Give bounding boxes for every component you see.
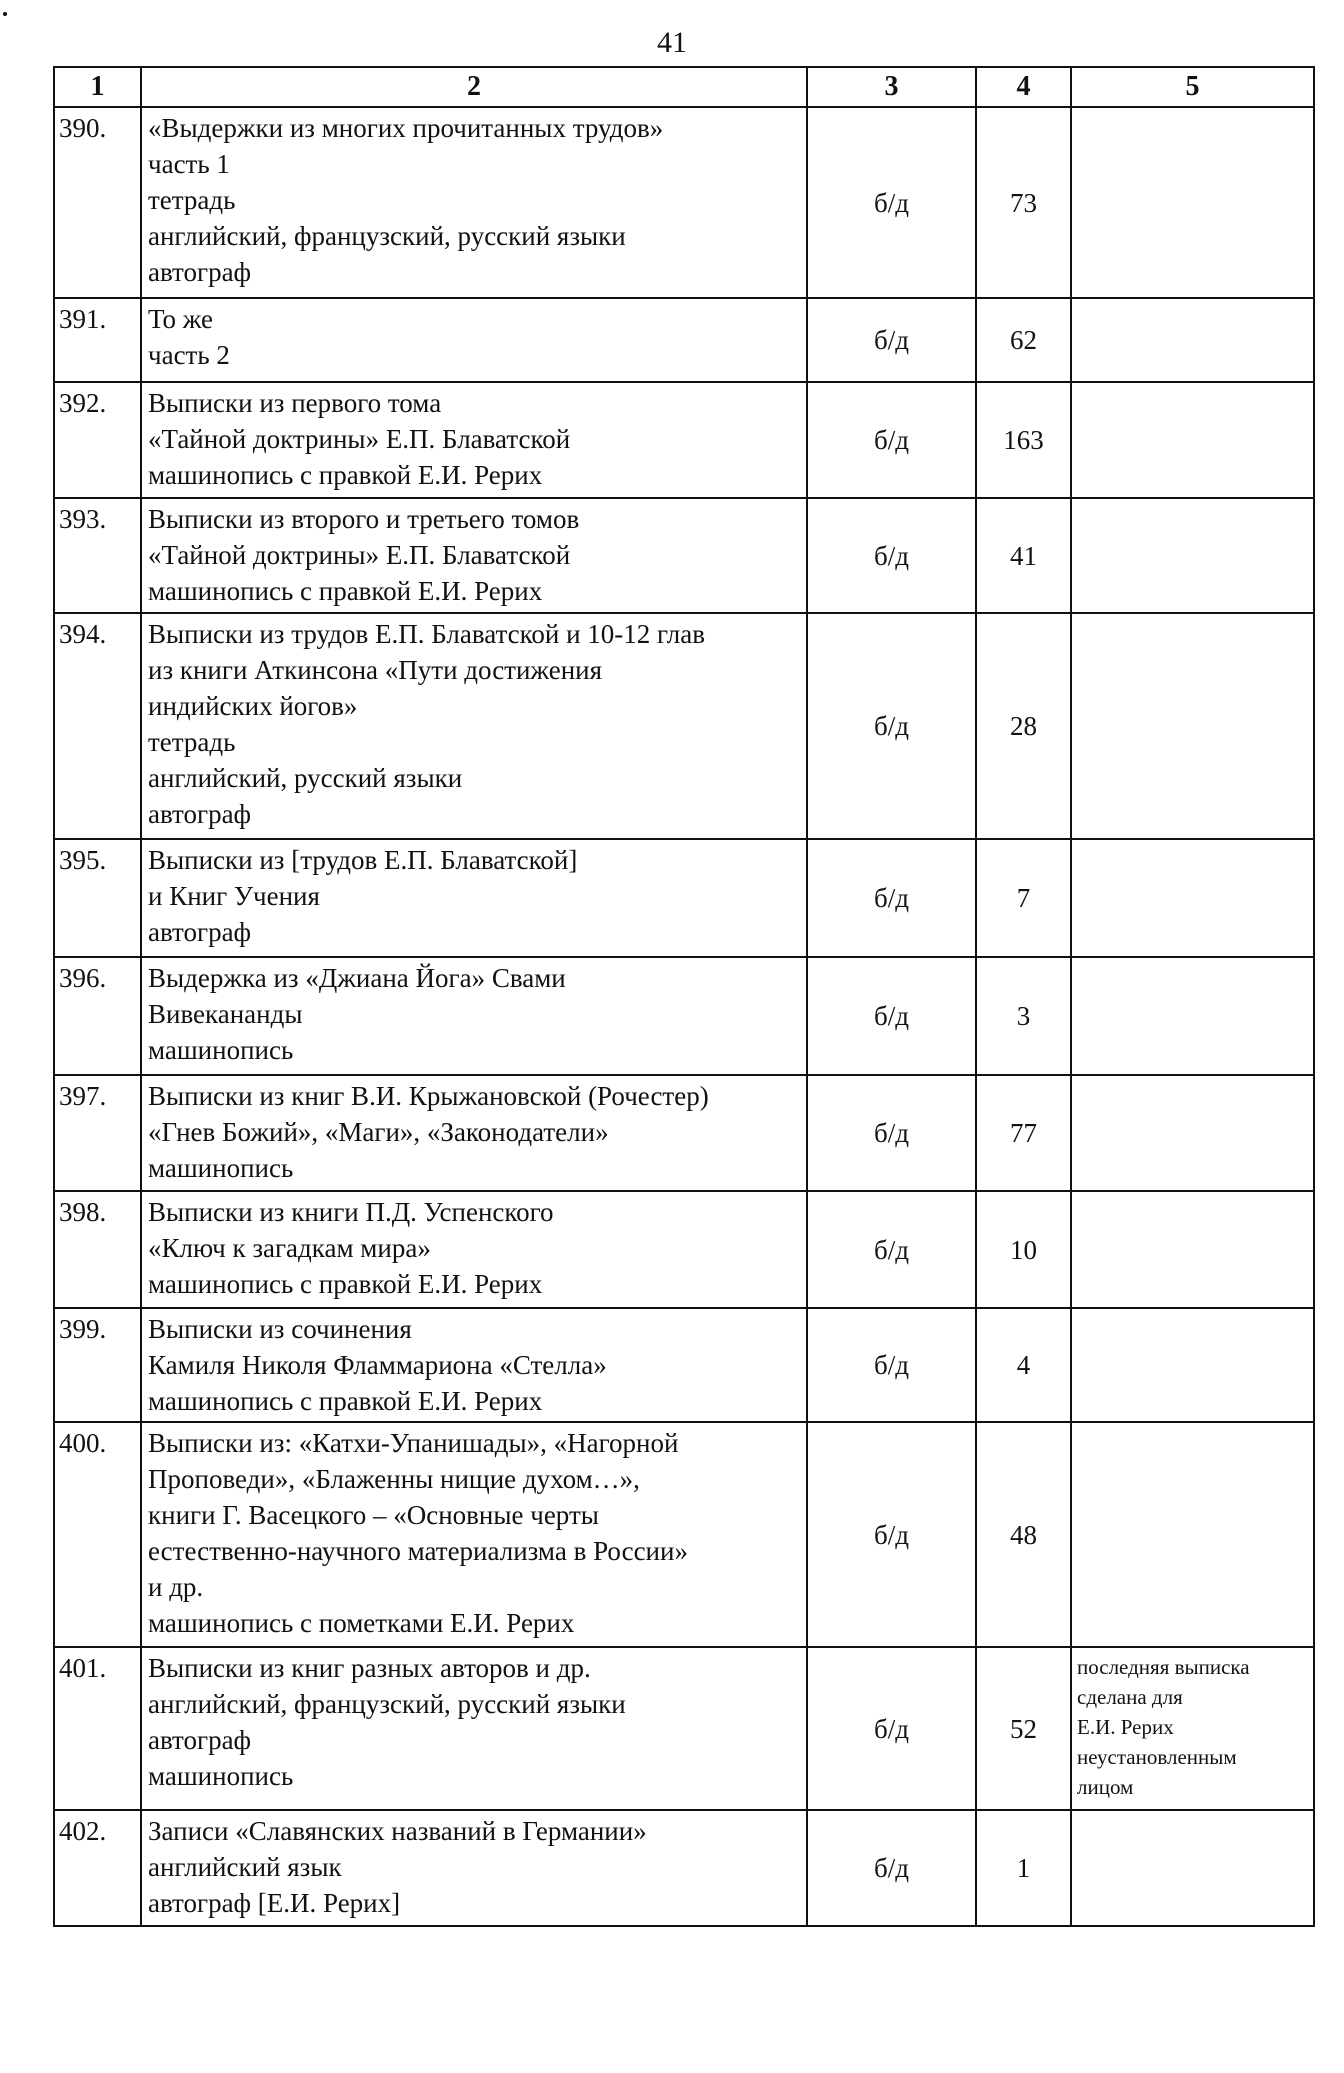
row-description (141, 1647, 807, 1810)
table-row (54, 382, 1314, 498)
row-note (1071, 1075, 1314, 1191)
description-line: Выдержка из «Джиана Йога» Свами (148, 963, 566, 993)
row-sheet-count: 28 (976, 613, 1071, 839)
description-line: машинопись (148, 1035, 294, 1065)
description-line: и Книг Учения (148, 881, 320, 911)
description-line: английский, французский, русский языки (148, 221, 626, 251)
table-row (54, 957, 1314, 1075)
row-number: 400. (54, 1422, 141, 1647)
table-row (54, 1308, 1314, 1422)
description-line: английский, русский языки (148, 763, 463, 793)
row-description (141, 613, 807, 839)
description-line: автограф (148, 257, 252, 287)
description-line: Выписки из: «Катхи-Упанишады», «Нагорной (148, 1428, 679, 1458)
description-line: Записи «Славянских названий в Германии» (148, 1816, 647, 1846)
row-number: 393. (54, 498, 141, 613)
header-col-3: 3 (807, 67, 976, 107)
row-note (1071, 382, 1314, 498)
row-number: 394. (54, 613, 141, 839)
description-line: «Ключ к загадкам мира» (148, 1233, 431, 1263)
description-line: машинопись с правкой Е.И. Рерих (148, 1386, 543, 1416)
row-number: 390. (54, 107, 141, 298)
row-description (141, 382, 807, 498)
row-date: б/д (807, 498, 976, 613)
description-line: автограф (148, 1725, 252, 1755)
row-description (141, 839, 807, 957)
row-number: 392. (54, 382, 141, 498)
description-line: естественно-научного материализма в России» (148, 1536, 688, 1566)
note-line: неустановленным (1077, 1745, 1237, 1769)
archive-inventory-table (53, 66, 1315, 1927)
row-note (1071, 613, 1314, 839)
row-sheet-count: 4 (976, 1308, 1071, 1422)
row-description (141, 107, 807, 298)
header-row (54, 67, 1314, 107)
description-line: и др. (148, 1572, 204, 1602)
page-number: 41 (657, 26, 687, 59)
description-line: «Выдержки из многих прочитанных трудов» (148, 113, 664, 143)
description-line: Выписки из второго и третьего томов (148, 504, 580, 534)
description-line: часть 2 (148, 340, 230, 370)
header-col-4: 4 (976, 67, 1071, 107)
row-sheet-count: 1 (976, 1810, 1071, 1926)
note-line: Е.И. Рерих (1077, 1715, 1174, 1739)
row-date: б/д (807, 298, 976, 382)
header-col-5: 5 (1071, 67, 1314, 107)
row-sheet-count: 48 (976, 1422, 1071, 1647)
description-line: машинопись (148, 1153, 294, 1183)
description-line: Выписки из трудов Е.П. Блаватской и 10-12 глав (148, 619, 705, 649)
row-sheet-count: 73 (976, 107, 1071, 298)
row-sheet-count: 163 (976, 382, 1071, 498)
row-number: 402. (54, 1810, 141, 1926)
row-date: б/д (807, 382, 976, 498)
row-date: б/д (807, 1647, 976, 1810)
description-line: тетрадь (148, 727, 236, 757)
description-line: «Тайной доктрины» Е.П. Блаватской (148, 424, 571, 454)
description-line: Выписки из книг В.И. Крыжановской (Рочестер) (148, 1081, 709, 1111)
description-line: машинопись с пометками Е.И. Рерих (148, 1608, 575, 1638)
row-date: б/д (807, 1191, 976, 1308)
row-number: 395. (54, 839, 141, 957)
table-row (54, 498, 1314, 613)
row-sheet-count: 3 (976, 957, 1071, 1075)
description-line: машинопись (148, 1761, 294, 1791)
row-note (1071, 498, 1314, 613)
row-sheet-count: 77 (976, 1075, 1071, 1191)
description-line: машинопись с правкой Е.И. Рерих (148, 576, 543, 606)
table-row (54, 839, 1314, 957)
row-date: б/д (807, 1422, 976, 1647)
row-description (141, 957, 807, 1075)
description-line: Вивекананды (148, 999, 303, 1029)
row-note (1071, 298, 1314, 382)
description-line: из книги Аткинсона «Пути достижения (148, 655, 603, 685)
row-note (1071, 1422, 1314, 1647)
table-row (54, 1191, 1314, 1308)
description-line: Выписки из сочинения (148, 1314, 412, 1344)
description-line: тетрадь (148, 185, 236, 215)
description-line: автограф (148, 917, 252, 947)
header-col-1: 1 (54, 67, 141, 107)
row-description (141, 1075, 807, 1191)
header-col-2: 2 (141, 67, 807, 107)
description-line: Выписки из книг разных авторов и др. (148, 1653, 591, 1683)
description-line: индийских йогов» (148, 691, 358, 721)
description-line: То же (148, 304, 213, 334)
row-date: б/д (807, 1308, 976, 1422)
table-row (54, 298, 1314, 382)
row-description (141, 498, 807, 613)
description-line: часть 1 (148, 149, 230, 179)
table-body (54, 107, 1314, 1926)
row-note (1071, 1191, 1314, 1308)
row-sheet-count: 10 (976, 1191, 1071, 1308)
description-line: английский язык (148, 1852, 342, 1882)
row-number: 396. (54, 957, 141, 1075)
row-note (1071, 1647, 1314, 1810)
description-line: машинопись с правкой Е.И. Рерих (148, 460, 543, 490)
description-line: книги Г. Васецкого – «Основные черты (148, 1500, 599, 1530)
description-line: Камиля Николя Фламмариона «Стелла» (148, 1350, 607, 1380)
table-row (54, 1647, 1314, 1810)
description-line: «Тайной доктрины» Е.П. Блаватской (148, 540, 571, 570)
row-sheet-count: 62 (976, 298, 1071, 382)
note-line: последняя выписка (1077, 1655, 1250, 1679)
table-row (54, 613, 1314, 839)
row-date: б/д (807, 1075, 976, 1191)
row-number: 398. (54, 1191, 141, 1308)
row-note (1071, 1810, 1314, 1926)
row-sheet-count: 7 (976, 839, 1071, 957)
description-line: Выписки из первого тома (148, 388, 442, 418)
row-number: 397. (54, 1075, 141, 1191)
table-row (54, 1075, 1314, 1191)
description-line: Проповеди», «Блаженны нищие духом…», (148, 1464, 640, 1494)
description-line: «Гнев Божий», «Маги», «Законодатели» (148, 1117, 609, 1147)
row-number: 391. (54, 298, 141, 382)
row-description (141, 1191, 807, 1308)
table-row (54, 1422, 1314, 1647)
row-date: б/д (807, 1810, 976, 1926)
row-description (141, 1308, 807, 1422)
row-description (141, 298, 807, 382)
row-date: б/д (807, 957, 976, 1075)
row-date: б/д (807, 613, 976, 839)
note-line: лицом (1077, 1775, 1134, 1799)
row-date: б/д (807, 839, 976, 957)
row-note (1071, 839, 1314, 957)
description-line: английский, французский, русский языки (148, 1689, 626, 1719)
description-line: Выписки из [трудов Е.П. Блаватской] (148, 845, 578, 875)
description-line: Выписки из книги П.Д. Успенского (148, 1197, 554, 1227)
row-sheet-count: 41 (976, 498, 1071, 613)
description-line: автограф [Е.И. Рерих] (148, 1888, 401, 1918)
row-description (141, 1422, 807, 1647)
row-note (1071, 1308, 1314, 1422)
table-row (54, 1810, 1314, 1926)
row-number: 399. (54, 1308, 141, 1422)
scan-speck (3, 12, 7, 16)
description-line: автограф (148, 799, 252, 829)
row-note (1071, 957, 1314, 1075)
table-row (54, 107, 1314, 298)
note-line: сделана для (1077, 1685, 1183, 1709)
description-line: машинопись с правкой Е.И. Рерих (148, 1269, 543, 1299)
row-note (1071, 107, 1314, 298)
row-number: 401. (54, 1647, 141, 1810)
row-description (141, 1810, 807, 1926)
row-sheet-count: 52 (976, 1647, 1071, 1810)
row-date: б/д (807, 107, 976, 298)
